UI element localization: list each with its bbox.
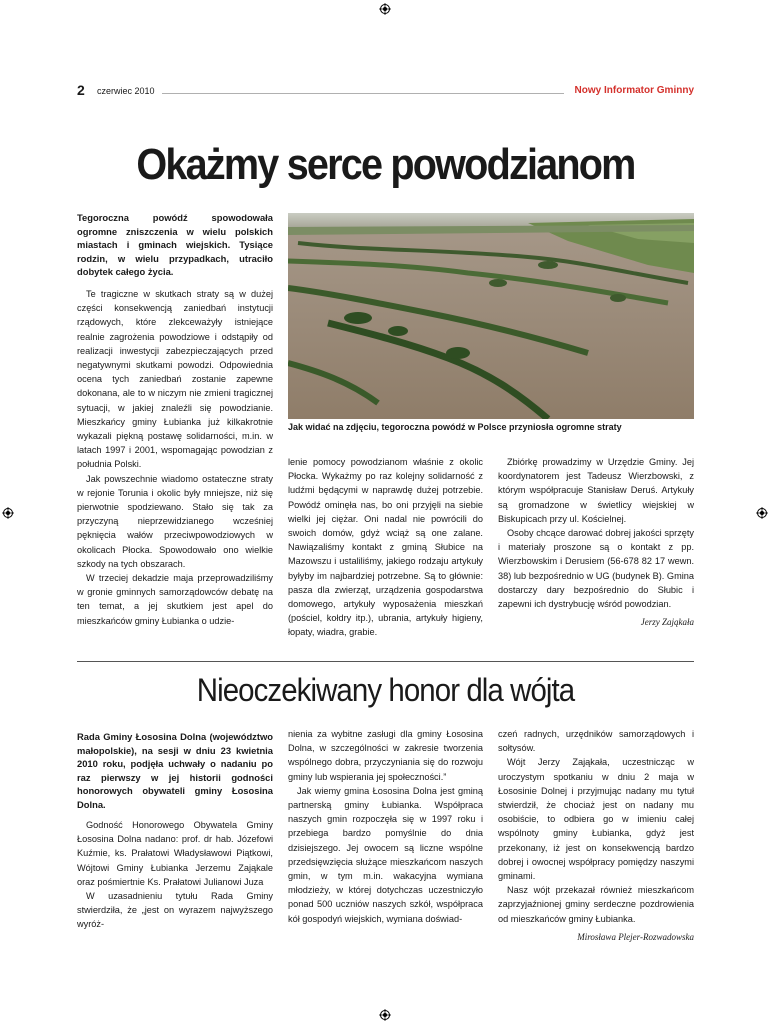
article1-col1-paragraph: Te tragiczne w skutkach straty są w dużej części konsekwencją zaniedbań instytucji rządowych, które zlekceważyły istniejące realnie zagrożenia powodziowe i odstąpiły od realizacji inwestycji zabezpieczających przed negatywnymi skutkami powodzi. Odpowiednia ocena tych zaniedbań zostanie zapewne dokonana, ale to w niczym nie zmieni tragicznej sytuacji, w jakiej znaleźli się powodzianie. Mieszkańcy gminy Łubianka już kilkakrotnie wykazali piękną postawę solidarności, m.in. w latach 1997 i 2001, wspomagając powodzian z południa Polski. (77, 289, 273, 470)
article1-col1-paragraph: Jak powszechnie wiadomo ostateczne straty w rejonie Torunia i okolic były mniejsze, niż się pierwotnie spodziewano. Stało się tak za przyczyną nieprzewidzianego wcześniej pęknięcia wałów przeciwpowodziowych w okolicach Płocka. Spowodowało ono wielkie szkody na tych obszarach. (77, 473, 273, 569)
article2-col2-paragraph: nienia za wybitne zasługi dla gminy Łososina Dolna, w szczególności w zakresie tworzenia wspólnego dobra, przyczyniania się do rozwoju gminy lub wspierania jej społeczności.” (288, 729, 483, 782)
publication-name: Nowy Informator Gminny (574, 85, 694, 96)
article2-lead: Rada Gminy Łososina Dolna (województwo małopolskie), na sesji w dniu 23 kwietnia 2010 roku, podjęła uchwały o nadaniu po raz pierwszy w jej historii godności honorowych obywateli gminy Łososina Dolna. (77, 731, 273, 810)
article2-col3-paragraph: czeń radnych, urzędników samorządowych i sołtysów. (498, 729, 694, 754)
page-number: 2 (77, 82, 85, 98)
page-header (77, 82, 694, 98)
article2-column-3 (498, 727, 694, 944)
article2-col3-paragraph: Nasz wójt przekazał również mieszkańcom zaprzyjaźnionej gminy serdeczne pozdrowienia od mieszkańców gminy Łubianka. (498, 885, 694, 924)
article2-column-1 (77, 818, 273, 932)
registration-mark-top (379, 3, 391, 15)
article1-col1-paragraph: W trzeciej dekadzie maja przeprowadziliśmy w gronie gminnych samorządowców debatę na ten temat, a jej skutkiem jest apel do mieszkańców gminy Łubianka o udzie- (77, 573, 273, 626)
photo-caption: Jak widać na zdjęciu, tegoroczna powódź w Polsce przyniosła ogromne straty (288, 422, 622, 432)
article1-col3-paragraph: Zbiórkę prowadzimy w Urzędzie Gminy. Jej koordynatorem jest Tadeusz Wierzbowski, z którym współpracuje Stanisław Deruś. Artykuły są gromadzone w świetlicy wiejskiej w Biskupicach przy ul. Kościelnej. (498, 457, 694, 524)
article2-col3-paragraph: Wójt Jerzy Zająkała, uczestnicząc w uroczystym spotkaniu w dniu 2 maja w Łososinie Dolnej i przyjmując nadany mu tytuł stwierdził, że chociaż jest on nadany mu osobiście, to odbiera go w imieniu całej wspólnoty gminy Łubianka, gdyż jest przekonany, iż jest on konsekwencją bardzo dobrej i owocnej współpracy pomiędzy naszymi gminami. (498, 757, 694, 882)
issue-date: czerwiec 2010 (97, 86, 155, 96)
article2-author: Mirosława Plejer-Rozwadowska (577, 931, 694, 942)
flood-aerial-photo (288, 213, 694, 419)
article2-headline: Nieoczekiwany honor dla wójta (196, 672, 575, 708)
header-rule (162, 93, 564, 94)
article1-column-3 (498, 455, 694, 629)
article1-author: Jerzy Zająkała (640, 617, 694, 628)
article1-lead: Tegoroczna powódź spowodowała ogromne zniszczenia w wielu polskich miastach i gminach wiejskich. Tysiące rodzin, w wielu przypadkach, utraciło dobytek całego życia. (77, 212, 273, 278)
registration-mark-left (2, 507, 14, 519)
article1-col2-paragraph: lenie pomocy powodzianom właśnie z okolic Płocka. Wykażmy po raz kolejny solidarność z ludźmi będącymi w naprawdę dużej potrzebie. Powódź ominęła nas, bo oni przyjęli na siebie wielki jej ciężar. Oni nadal nie powrócili do swoich domów, gdyż wciąż są one zalane. Nawiązaliśmy kontakt z gminą Słubice na Mazowszu i ustaliliśmy, jakiego rodzaju artykuły byłyby im najbardziej potrzebne. Są to głównie: pasza dla zwierząt, urządzenia gospodarstwa domowego, artykuły wyposażenia mieszkań (pościel, kołdry itp.), ubrania, artykuły higieny, łopaty, wiadra, grabie. (288, 457, 483, 638)
article2-col2-paragraph: Jak wiemy gmina Łososina Dolna jest gminą partnerską gminy Łubianka. Współpraca naszych gmin rozpoczęła się w 1997 roku i przebiega bardzo pomyślnie do dnia dzisiejszego. Jej owocem są liczne wspólne przedsięwzięcia służące mieszkańcom naszych gmin, w tym m.in. wakacyjna wymiana młodzieży, w której dotychczas uczestniczyło ponad 500 uczniów naszych szkół, współpraca kół gospodyń wiejskich, wymiana doświad- (288, 785, 483, 924)
registration-mark-right (756, 507, 768, 519)
article-divider (77, 661, 694, 662)
article2-col1-paragraph: W uzasadnieniu tytułu Rada Gminy stwierdziła, że „jest on wyrazem najwyższego wyróż- (77, 891, 273, 930)
article2-column-2 (288, 727, 483, 926)
article1-col3-paragraph: Osoby chcące darować dobrej jakości sprzęty i materiały proszone są o kontakt z pp. Wierzbowskim i Derusiem (56-678 82 17 wewn. 38) lub bezpośrednio w UG (budynek B). Gmina dostarczy dary bezpośrednio do Słubic i zapewni ich dystrybucję wśród powodzian. (498, 528, 694, 610)
article1-headline: Okażmy serce powodzianom (136, 140, 635, 189)
article1-column-2 (288, 455, 483, 640)
article1-column-1 (77, 287, 273, 628)
registration-mark-bottom (379, 1009, 391, 1021)
article2-col1-paragraph: Godność Honorowego Obywatela Gminy Łososina Dolna nadano: prof. dr hab. Józefowi Kuźmie, ks. Prałatowi Władysławowi Piątkowi, Wójtowi Gminy Łubianka Jerzemu Zająkale oraz pośmiertnie Ks. Prałatowi Julianowi Juza (77, 820, 273, 887)
